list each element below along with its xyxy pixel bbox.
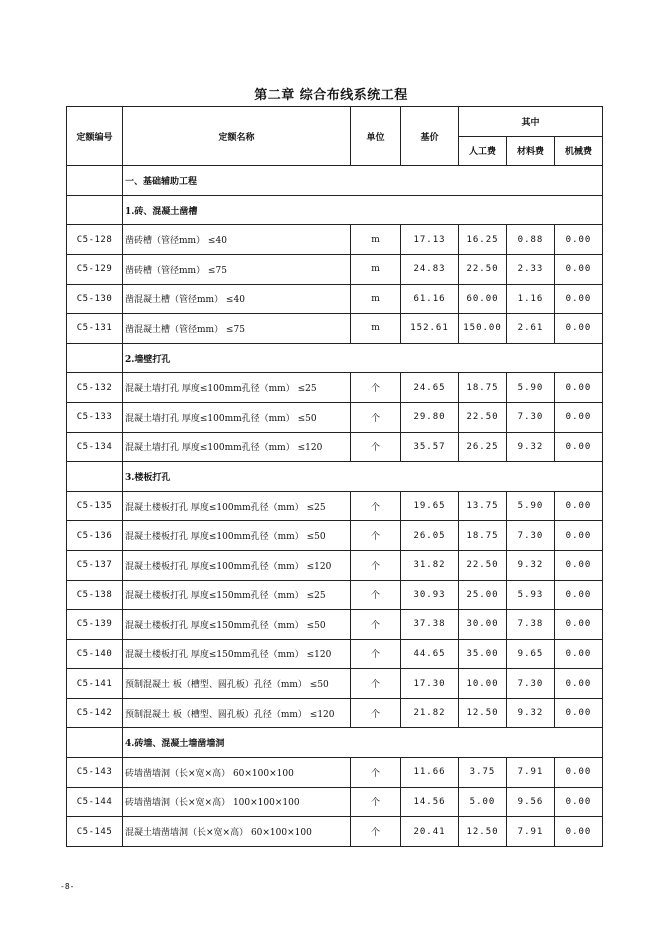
section-title: 4.砖墙、混凝土墙凿墙洞: [123, 728, 603, 758]
section-code-cell: [67, 343, 123, 373]
item-base-price: 14.56: [401, 787, 459, 817]
item-machine-cost: 0.00: [555, 254, 603, 284]
section-row: [67, 166, 603, 196]
header-base-price: 基价: [401, 107, 459, 166]
item-unit: 个: [351, 491, 401, 521]
item-labor-cost: 150.00: [459, 314, 507, 344]
table-row: [67, 817, 603, 847]
item-material-cost: 7.30: [507, 669, 555, 699]
item-material-cost: 9.56: [507, 787, 555, 817]
item-material-cost: 9.32: [507, 550, 555, 580]
item-code: C5-143: [67, 758, 123, 788]
table-row: [67, 580, 603, 610]
section-title: 3.楼板打孔: [123, 462, 603, 492]
item-material-cost: 9.65: [507, 639, 555, 669]
item-code: C5-129: [67, 254, 123, 284]
item-code: C5-139: [67, 610, 123, 640]
item-code: C5-133: [67, 402, 123, 432]
item-unit: 个: [351, 432, 401, 462]
item-name: 混凝土楼板打孔 厚度≤100mm孔径（mm） ≤120: [123, 550, 351, 580]
item-name: 混凝土楼板打孔 厚度≤150mm孔径（mm） ≤50: [123, 610, 351, 640]
item-labor-cost: 22.50: [459, 550, 507, 580]
section-title: 2.墙壁打孔: [123, 343, 603, 373]
item-base-price: 44.65: [401, 639, 459, 669]
item-base-price: 30.93: [401, 580, 459, 610]
item-code: C5-145: [67, 817, 123, 847]
item-unit: 个: [351, 758, 401, 788]
header-code: 定额编号: [67, 107, 123, 166]
item-unit: 个: [351, 580, 401, 610]
item-machine-cost: 0.00: [555, 787, 603, 817]
item-base-price: 29.80: [401, 402, 459, 432]
item-name: 预制混凝土 板（槽型、圆孔板）孔径（mm） ≤120: [123, 698, 351, 728]
item-unit: m: [351, 225, 401, 255]
item-machine-cost: 0.00: [555, 698, 603, 728]
item-unit: 个: [351, 817, 401, 847]
item-name: 砖墙凿墙洞（长×宽×高） 100×100×100: [123, 787, 351, 817]
item-unit: 个: [351, 373, 401, 403]
table-row: [67, 284, 603, 314]
item-machine-cost: 0.00: [555, 669, 603, 699]
item-base-price: 20.41: [401, 817, 459, 847]
table-row: [67, 373, 603, 403]
table-row: [67, 254, 603, 284]
item-name: 混凝土墙打孔 厚度≤100mm孔径（mm） ≤50: [123, 402, 351, 432]
table-row: [67, 758, 603, 788]
header-unit: 单位: [351, 107, 401, 166]
item-labor-cost: 35.00: [459, 639, 507, 669]
item-code: C5-140: [67, 639, 123, 669]
table-row: [67, 402, 603, 432]
item-labor-cost: 22.50: [459, 254, 507, 284]
item-labor-cost: 3.75: [459, 758, 507, 788]
item-labor-cost: 25.00: [459, 580, 507, 610]
item-name: 混凝土楼板打孔 厚度≤150mm孔径（mm） ≤25: [123, 580, 351, 610]
table-row: [67, 314, 603, 344]
item-code: C5-134: [67, 432, 123, 462]
item-machine-cost: 0.00: [555, 550, 603, 580]
item-name: 凿混凝土槽（管径mm） ≤75: [123, 314, 351, 344]
item-material-cost: 5.90: [507, 373, 555, 403]
item-base-price: 21.82: [401, 698, 459, 728]
header-among: 其中: [459, 107, 603, 137]
item-code: C5-138: [67, 580, 123, 610]
item-material-cost: 9.32: [507, 698, 555, 728]
table-row: [67, 787, 603, 817]
item-material-cost: 5.93: [507, 580, 555, 610]
header-labor: 人工费: [459, 136, 507, 166]
item-labor-cost: 5.00: [459, 787, 507, 817]
item-name: 凿混凝土槽（管径mm） ≤40: [123, 284, 351, 314]
table-row: [67, 491, 603, 521]
item-base-price: 31.82: [401, 550, 459, 580]
item-labor-cost: 16.25: [459, 225, 507, 255]
item-labor-cost: 18.75: [459, 521, 507, 551]
item-base-price: 24.65: [401, 373, 459, 403]
item-machine-cost: 0.00: [555, 610, 603, 640]
item-material-cost: 7.38: [507, 610, 555, 640]
item-code: C5-136: [67, 521, 123, 551]
item-base-price: 19.65: [401, 491, 459, 521]
table-row: [67, 225, 603, 255]
item-name: 混凝土楼板打孔 厚度≤100mm孔径（mm） ≤25: [123, 491, 351, 521]
item-unit: 个: [351, 639, 401, 669]
item-labor-cost: 13.75: [459, 491, 507, 521]
item-labor-cost: 30.00: [459, 610, 507, 640]
item-material-cost: 7.91: [507, 758, 555, 788]
header-material: 材料费: [507, 136, 555, 166]
item-machine-cost: 0.00: [555, 225, 603, 255]
page-title: 第二章 综合布线系统工程: [254, 88, 408, 103]
item-material-cost: 7.30: [507, 402, 555, 432]
item-name: 砖墙凿墙洞（长×宽×高） 60×100×100: [123, 758, 351, 788]
item-base-price: 26.05: [401, 521, 459, 551]
item-base-price: 37.38: [401, 610, 459, 640]
section-row: [67, 728, 603, 758]
item-machine-cost: 0.00: [555, 758, 603, 788]
item-name: 混凝土楼板打孔 厚度≤100mm孔径（mm） ≤50: [123, 521, 351, 551]
quota-table-body: [67, 107, 603, 847]
item-name: 凿砖槽（管径mm） ≤75: [123, 254, 351, 284]
page-number: -8-: [60, 882, 75, 891]
item-unit: 个: [351, 669, 401, 699]
quota-table: [66, 106, 603, 847]
section-title: 一、基础辅助工程: [123, 166, 603, 196]
table-row: [67, 432, 603, 462]
item-base-price: 11.66: [401, 758, 459, 788]
table-row: [67, 521, 603, 551]
item-material-cost: 1.16: [507, 284, 555, 314]
section-code-cell: [67, 195, 123, 225]
section-row: [67, 343, 603, 373]
item-name: 预制混凝土 板（槽型、圆孔板）孔径（mm） ≤50: [123, 669, 351, 699]
item-material-cost: 0.88: [507, 225, 555, 255]
item-code: C5-144: [67, 787, 123, 817]
item-code: C5-142: [67, 698, 123, 728]
item-name: 混凝土墙打孔 厚度≤100mm孔径（mm） ≤120: [123, 432, 351, 462]
item-machine-cost: 0.00: [555, 284, 603, 314]
item-base-price: 61.16: [401, 284, 459, 314]
item-machine-cost: 0.00: [555, 491, 603, 521]
item-base-price: 24.83: [401, 254, 459, 284]
item-labor-cost: 60.00: [459, 284, 507, 314]
item-unit: 个: [351, 698, 401, 728]
item-labor-cost: 12.50: [459, 698, 507, 728]
item-machine-cost: 0.00: [555, 432, 603, 462]
header-machine: 机械费: [555, 136, 603, 166]
item-machine-cost: 0.00: [555, 521, 603, 551]
item-unit: 个: [351, 402, 401, 432]
item-unit: m: [351, 254, 401, 284]
item-unit: 个: [351, 610, 401, 640]
item-code: C5-132: [67, 373, 123, 403]
item-name: 混凝土楼板打孔 厚度≤150mm孔径（mm） ≤120: [123, 639, 351, 669]
item-labor-cost: 12.50: [459, 817, 507, 847]
item-labor-cost: 18.75: [459, 373, 507, 403]
item-labor-cost: 22.50: [459, 402, 507, 432]
header-row-1: [67, 107, 603, 137]
item-base-price: 17.13: [401, 225, 459, 255]
item-machine-cost: 0.00: [555, 639, 603, 669]
header-name: 定额名称: [123, 107, 351, 166]
item-unit: 个: [351, 550, 401, 580]
item-base-price: 35.57: [401, 432, 459, 462]
item-code: C5-137: [67, 550, 123, 580]
section-row: [67, 462, 603, 492]
table-row: [67, 669, 603, 699]
item-code: C5-141: [67, 669, 123, 699]
item-unit: m: [351, 314, 401, 344]
item-name: 凿砖槽（管径mm） ≤40: [123, 225, 351, 255]
item-unit: 个: [351, 787, 401, 817]
item-machine-cost: 0.00: [555, 402, 603, 432]
item-material-cost: 5.90: [507, 491, 555, 521]
item-code: C5-135: [67, 491, 123, 521]
section-code-cell: [67, 462, 123, 492]
item-material-cost: 7.30: [507, 521, 555, 551]
item-machine-cost: 0.00: [555, 817, 603, 847]
item-base-price: 152.61: [401, 314, 459, 344]
item-machine-cost: 0.00: [555, 580, 603, 610]
section-title: 1.砖、混凝土凿槽: [123, 195, 603, 225]
item-material-cost: 7.91: [507, 817, 555, 847]
item-machine-cost: 0.00: [555, 314, 603, 344]
item-labor-cost: 26.25: [459, 432, 507, 462]
table-row: [67, 610, 603, 640]
item-material-cost: 9.32: [507, 432, 555, 462]
item-machine-cost: 0.00: [555, 373, 603, 403]
item-code: C5-131: [67, 314, 123, 344]
table-row: [67, 639, 603, 669]
table-row: [67, 550, 603, 580]
item-code: C5-130: [67, 284, 123, 314]
section-code-cell: [67, 166, 123, 196]
item-labor-cost: 10.00: [459, 669, 507, 699]
item-unit: 个: [351, 521, 401, 551]
item-unit: m: [351, 284, 401, 314]
item-name: 混凝土墙凿墙洞（长×宽×高） 60×100×100: [123, 817, 351, 847]
item-base-price: 17.30: [401, 669, 459, 699]
item-code: C5-128: [67, 225, 123, 255]
table-row: [67, 698, 603, 728]
item-material-cost: 2.33: [507, 254, 555, 284]
item-material-cost: 2.61: [507, 314, 555, 344]
item-name: 混凝土墙打孔 厚度≤100mm孔径（mm） ≤25: [123, 373, 351, 403]
section-row: [67, 195, 603, 225]
section-code-cell: [67, 728, 123, 758]
